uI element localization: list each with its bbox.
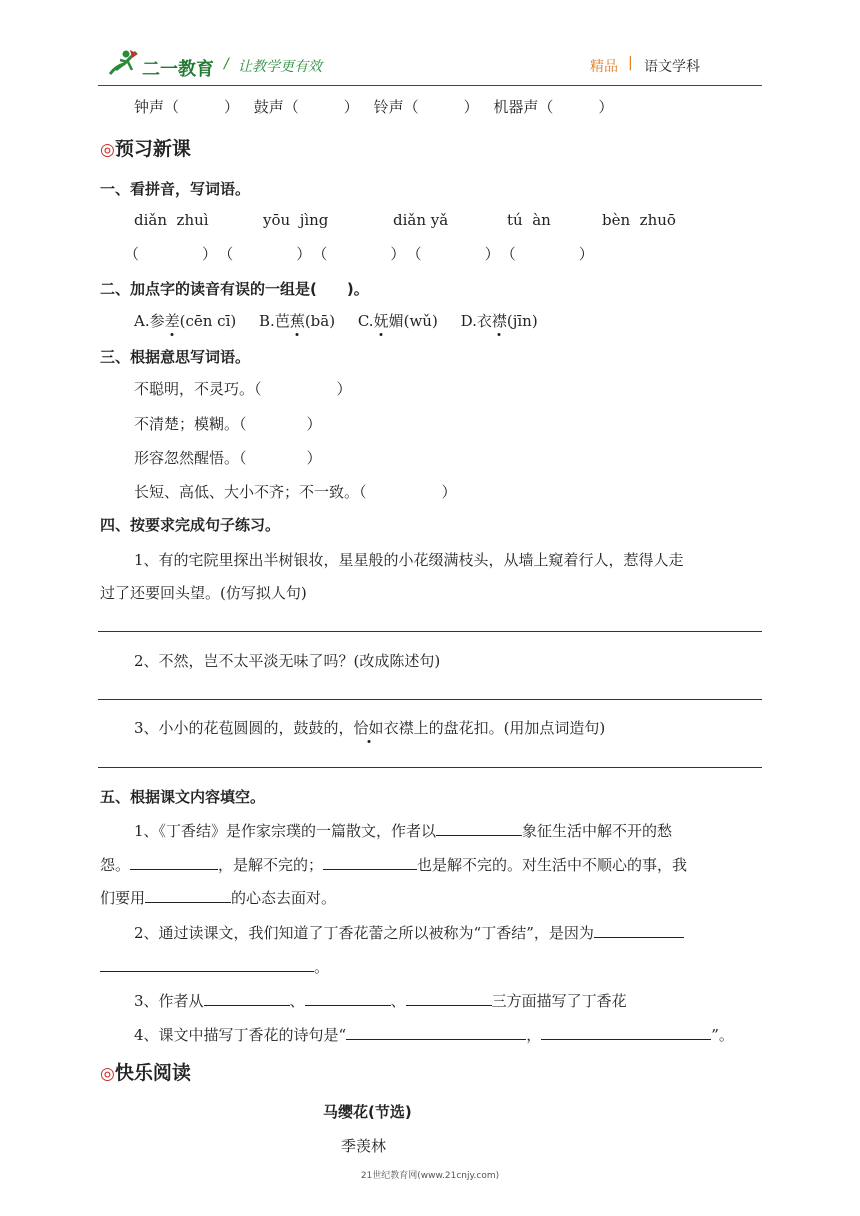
preview-heading <box>100 134 191 161</box>
q1-title: 一、看拼音，写词语。 <box>100 180 251 198</box>
q5-p1-line2: 怨。 ，是解不完的； 也是解不完的。对生活中不顺心的事，我 <box>100 853 687 875</box>
q2-options <box>134 310 538 331</box>
bullseye-icon: ◎ <box>100 140 115 160</box>
pinyin-2: yōu jìng <box>263 211 329 229</box>
q5-p1-line3: 们要用 的心态去面对。 <box>100 886 336 908</box>
answer-line[interactable] <box>98 631 762 632</box>
q3-line: 形容忽然醒悟。（ ） <box>134 449 322 467</box>
subject-label: 语文学科 <box>644 59 700 75</box>
option-a: A.参差(cēn cī) <box>134 312 237 330</box>
sound-item: 鼓声（ ） <box>253 98 359 116</box>
q4-sentence-3: 3、小小的花苞圆圆的，鼓鼓的，恰如衣襟上的盘花扣。(用加点词造句) <box>134 719 606 737</box>
fill-blank[interactable] <box>436 819 522 836</box>
dotted-char: 襟 <box>491 312 507 330</box>
pinyin-5: bèn zhuō <box>602 211 676 229</box>
passage-title: 马缨花(节选) <box>323 1103 412 1121</box>
header-slash: / <box>224 56 229 72</box>
sound-item: 铃声（ ） <box>373 98 479 116</box>
pinyin-1: diǎn zhuì <box>134 211 209 229</box>
option-d: D.衣襟(jīn) <box>460 312 538 330</box>
fill-blank[interactable] <box>145 886 231 903</box>
q5-p3: 3、作者从 、 、 三方面描写了丁香花 <box>134 989 627 1011</box>
fill-blank[interactable] <box>130 853 218 870</box>
fill-blank[interactable] <box>346 1023 526 1040</box>
header-rule <box>98 85 762 86</box>
q3-line: 不聪明，不灵巧。（ ） <box>134 380 352 398</box>
footer-source: 21世纪教育网(www.21cnjy.com) <box>360 1171 500 1181</box>
pinyin-3: diǎn yǎ <box>393 211 449 229</box>
q2-title: 二、加点字的读音有误的一组是( )。 <box>100 280 369 298</box>
dotted-char: 蕉 <box>289 312 305 330</box>
q4-sentence-1-cont: 过了还要回头望。(仿写拟人句) <box>100 584 307 602</box>
pinyin-4: tú àn <box>507 211 551 229</box>
fill-blank[interactable] <box>305 989 391 1006</box>
bullseye-icon: ◎ <box>100 1064 115 1084</box>
passage-author: 季羡林 <box>341 1137 387 1155</box>
q3-line: 不清楚；模糊。（ ） <box>134 415 322 433</box>
q4-title: 四、按要求完成句子练习。 <box>100 516 281 534</box>
header-slogan: 让教学更有效 <box>238 59 322 75</box>
fill-blank[interactable] <box>100 955 314 972</box>
logo-text: 二一教育 <box>142 59 214 80</box>
option-b: B.芭蕉(bā) <box>259 312 336 330</box>
answer-line[interactable] <box>98 699 762 700</box>
option-c: C.妩媚(wǔ) <box>357 312 438 330</box>
q5-p4: 4、课文中描写丁香花的诗句是“ ， ”。 <box>134 1023 734 1045</box>
q5-p2-line1: 2、通过读课文，我们知道了丁香花蕾之所以被称为“丁香结”，是因为 <box>134 921 684 943</box>
dotted-char: 差 <box>164 312 180 330</box>
sound-item: 机器声（ ） <box>493 98 614 116</box>
q5-p2-line2: 。 <box>100 955 329 977</box>
q3-title: 三、根据意思写词语。 <box>100 348 251 366</box>
fill-blank[interactable] <box>406 989 492 1006</box>
quality-label: 精品 <box>590 59 618 75</box>
q5-p1-line1: 1、《丁香结》是作家宗璞的一篇散文，作者以 象征生活中解不开的愁 <box>134 819 672 841</box>
header-divider: | <box>628 55 633 71</box>
fill-blank[interactable] <box>204 989 290 1006</box>
sound-item: 钟声（ ） <box>134 98 240 116</box>
fill-blank[interactable] <box>323 853 417 870</box>
reading-title: 快乐阅读 <box>114 1062 191 1084</box>
q5-title: 五、根据课文内容填空。 <box>100 788 266 806</box>
sound-words-line <box>134 96 613 117</box>
dotted-char: 妩 <box>373 312 389 330</box>
dotted-word: 恰如 <box>353 719 384 737</box>
q4-sentence-2: 2、不然，岂不太平淡无味了吗？(改成陈述句) <box>134 652 441 670</box>
answer-line[interactable] <box>98 767 762 768</box>
q3-line: 长短、高低、大小不齐；不一致。（ ） <box>134 483 457 501</box>
fill-blank[interactable] <box>541 1023 711 1040</box>
reading-heading <box>100 1058 191 1085</box>
logo-runner-icon <box>106 48 140 78</box>
q1-answer-brackets: （ ） （ ） （ ） （ ） （ ） <box>124 245 595 263</box>
fill-blank[interactable] <box>594 921 684 938</box>
header <box>98 46 762 84</box>
preview-title: 预习新课 <box>114 138 191 160</box>
q4-sentence-1: 1、有的宅院里探出半树银妆，星星般的小花缀满枝头，从墙上窥着行人，惹得人走 <box>134 551 684 569</box>
